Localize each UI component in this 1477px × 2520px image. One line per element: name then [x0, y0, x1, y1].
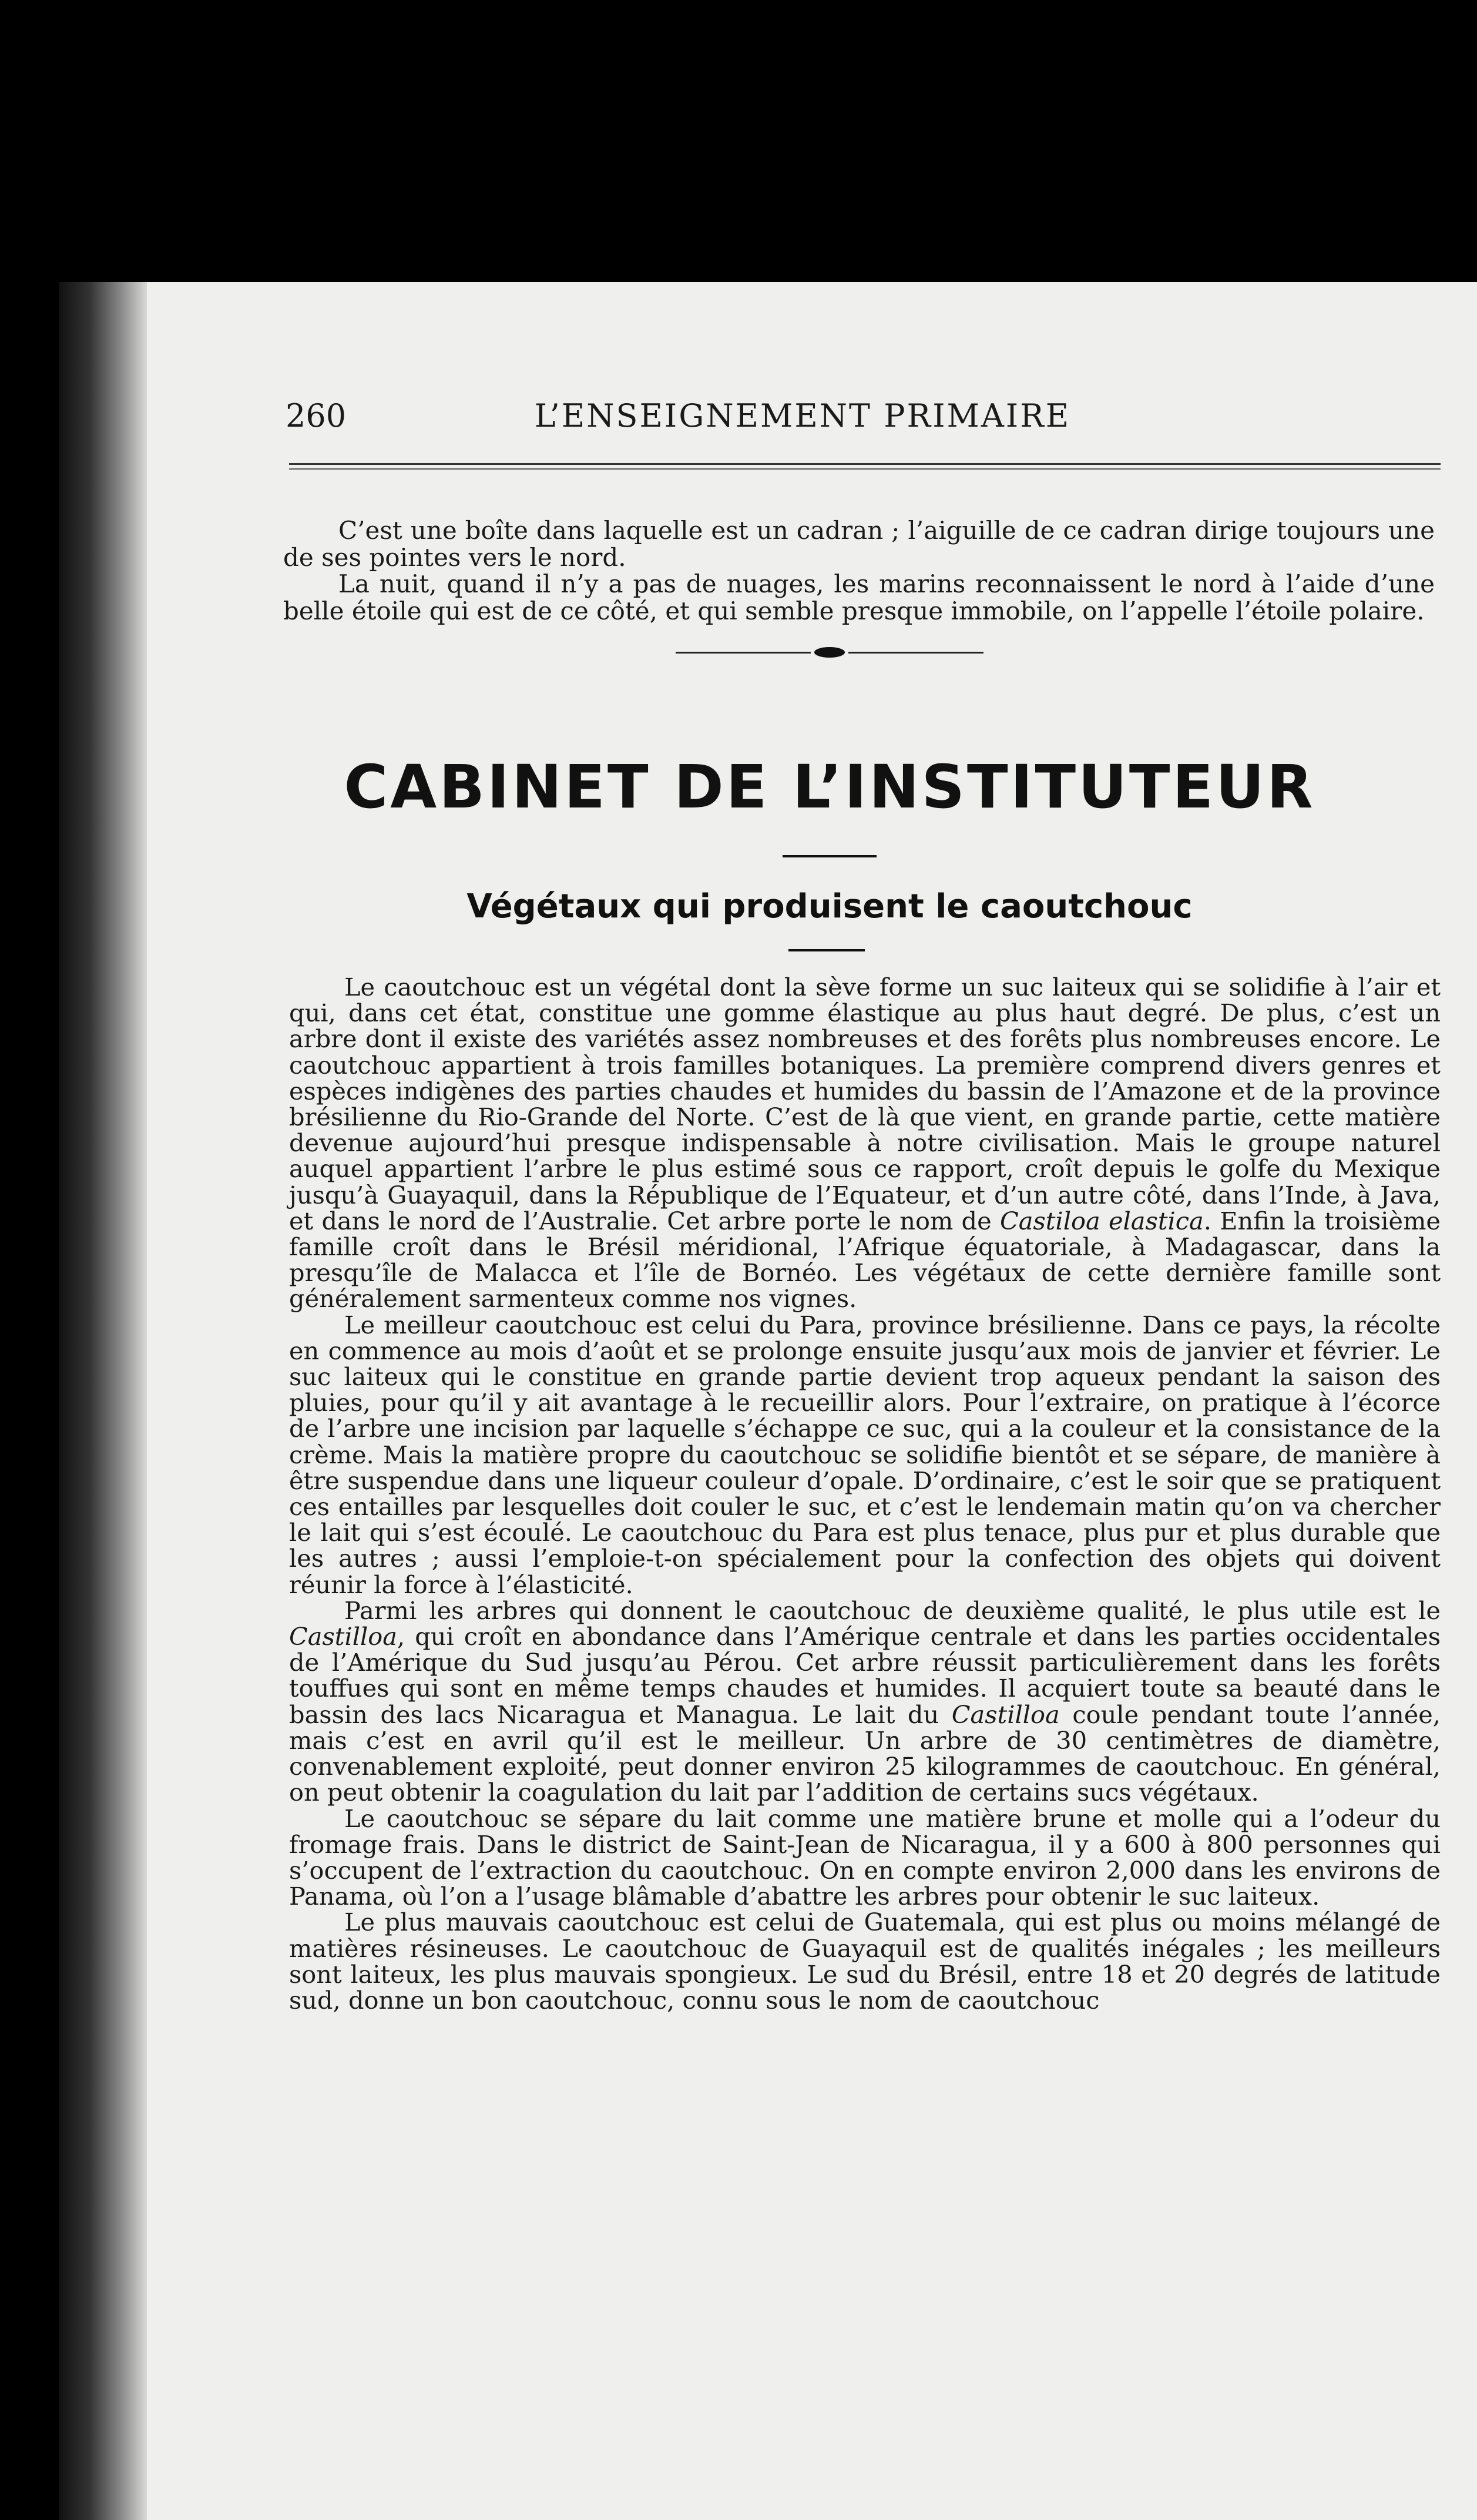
ornament-icon	[814, 647, 845, 658]
page-content	[224, 282, 1441, 2015]
article-paragraph: Le caoutchouc se sépare du lait comme une matière brune et molle qui a l’odeur du fromage frais. Dans le district de Saint-Jean de Nicaragua, il y a 600 à 800 personnes qui s’occupent de l’extraction du caoutchouc. On en compte environ 2,000 dans les environs de Panama, où l’on a l’usage blâmable d’abattre les arbres pour obtenir le suc laiteux.	[289, 1804, 1441, 1911]
intro-text	[283, 517, 1435, 624]
article-paragraph: Le caoutchouc est un végétal dont la sève forme un suc laiteux qui se solidifie à l’air et qui, dans cet état, constitue une gomme élastique au plus haut degré. De plus, c’est un arbre dont il existe des variétés assez nombreuses et des forêts plus nombreuses encore. Le caoutchouc appartient à trois familles botaniques. La première comprend divers genres et espèces indigènes des parties chaudes et humides du bassin de l’Amazone et de la province brésilienne du Rio-Grande del Norte. C’est de là que vient, en grande partie, cette matière devenue aujourd’hui presque indispensable à notre civilisation. Mais le groupe naturel auquel appartient l’arbre le plus estimé sous ce rapport, croît depuis le golfe du Mexique jusqu’à Guayaquil, dans la République de l’Equateur, et d’un autre côté, dans l’Inde, à Java, et dans le nord de l’Australie. Cet arbre porte le nom de Castiloa elastica. Enfin la troisième famille croît dans le Brésil méridional, l’Afrique équatoriale, à Madagascar, dans la presqu’île de Malacca et l’île de Bornéo. Les végétaux de cette dernière famille sont généralement sarmenteux comme nos vignes.	[289, 973, 1441, 1313]
title-rule	[783, 855, 877, 857]
header-rule	[289, 463, 1441, 470]
article-paragraph: Le meilleur caoutchouc est celui du Para, province brésilienne. Dans ce pays, la récolte en commence au mois d’août et se prolonge ensuite jusqu’aux mois de janvier et février. Le suc laiteux qui le constitue en grande partie devient trop aqueux pendant la saison des pluies, pour qu’il y ait avantage à le recueillir alors. Pour l’extraire, on pratique à l’écorce de l’arbre une incision par laquelle s’échappe ce suc, qui a la couleur et la consistance de la crème. Mais la matière propre du caoutchouc se solidifie bientôt et se sépare, de manière à être suspendue dans une liqueur couleur d’opale. D’ordinaire, c’est le soir que se pratiquent ces entailles par lesquelles doit couler le suc, et c’est le lendemain matin qu’on va chercher le lait qui s’est écoulé. Le caoutchouc du Para est plus tenace, plus pur et plus durable que les autres ; aussi l’emploie-t-on spécialement pour la confection des objets qui doivent réunir la force à l’élasticité.	[289, 1310, 1441, 1599]
section-ornament	[224, 637, 1435, 664]
subtitle-rule	[788, 949, 865, 951]
article-paragraph: Parmi les arbres qui donnent le caoutchouc de deuxième qualité, le plus utile est le Castilloa, qui croît en abondance dans l’Amérique centrale et dans les parties occidentales de l’Amérique du Sud jusqu’au Pérou. Cet arbre réussit particulièrement dans les forêts touffues qui sont en même temps chaudes et humides. Il acquiert toute sa beauté dans le bassin des lacs Nicaragua et Managua. Le lait du Castilloa coule pendant toute l’année, mais c’est en avril qu’il est le meilleur. Un arbre de 30 centimètres de diamètre, convenablement exploité, peut donner environ 25 kilogrammes de caoutchouc. En général, on peut obtenir la coagulation du lait par l’addition de certains sucs végétaux.	[289, 1596, 1441, 1807]
section-title: CABINET DE L’INSTITUTEUR	[344, 752, 1315, 822]
book-page	[59, 282, 1477, 2520]
running-head	[224, 282, 1381, 434]
intro-paragraph: C’est une boîte dans laquelle est un cadran ; l’aiguille de ce cadran dirige toujours une de ses pointes vers le nord.	[283, 516, 1435, 572]
intro-paragraph: La nuit, quand il n’y a pas de nuages, les marins reconnaissent le nord à l’aide d’une belle étoile qui est de ce côté, et qui semble presque immobile, on l’appelle l’étoile polaire.	[283, 569, 1435, 625]
article-paragraph: Le plus mauvais caoutchouc est celui de Guatemala, qui est plus ou moins mélangé de matières résineuses. Le caoutchouc de Guayaquil est de qualités inégales ; les meilleurs sont laiteux, les plus mauvais spongieux. Le sud du Brésil, entre 18 et 20 degrés de latitude sud, donne un bon caoutchouc, connu sous le nom de caoutchouc	[289, 1908, 1441, 2015]
article-body	[289, 974, 1441, 2013]
page-binding-shadow	[59, 282, 147, 2520]
article-subtitle: Végétaux qui produisent le caoutchouc	[466, 887, 1193, 926]
page-number: 260	[286, 397, 347, 434]
journal-title: L’ENSEIGNEMENT PRIMAIRE	[534, 397, 1071, 434]
